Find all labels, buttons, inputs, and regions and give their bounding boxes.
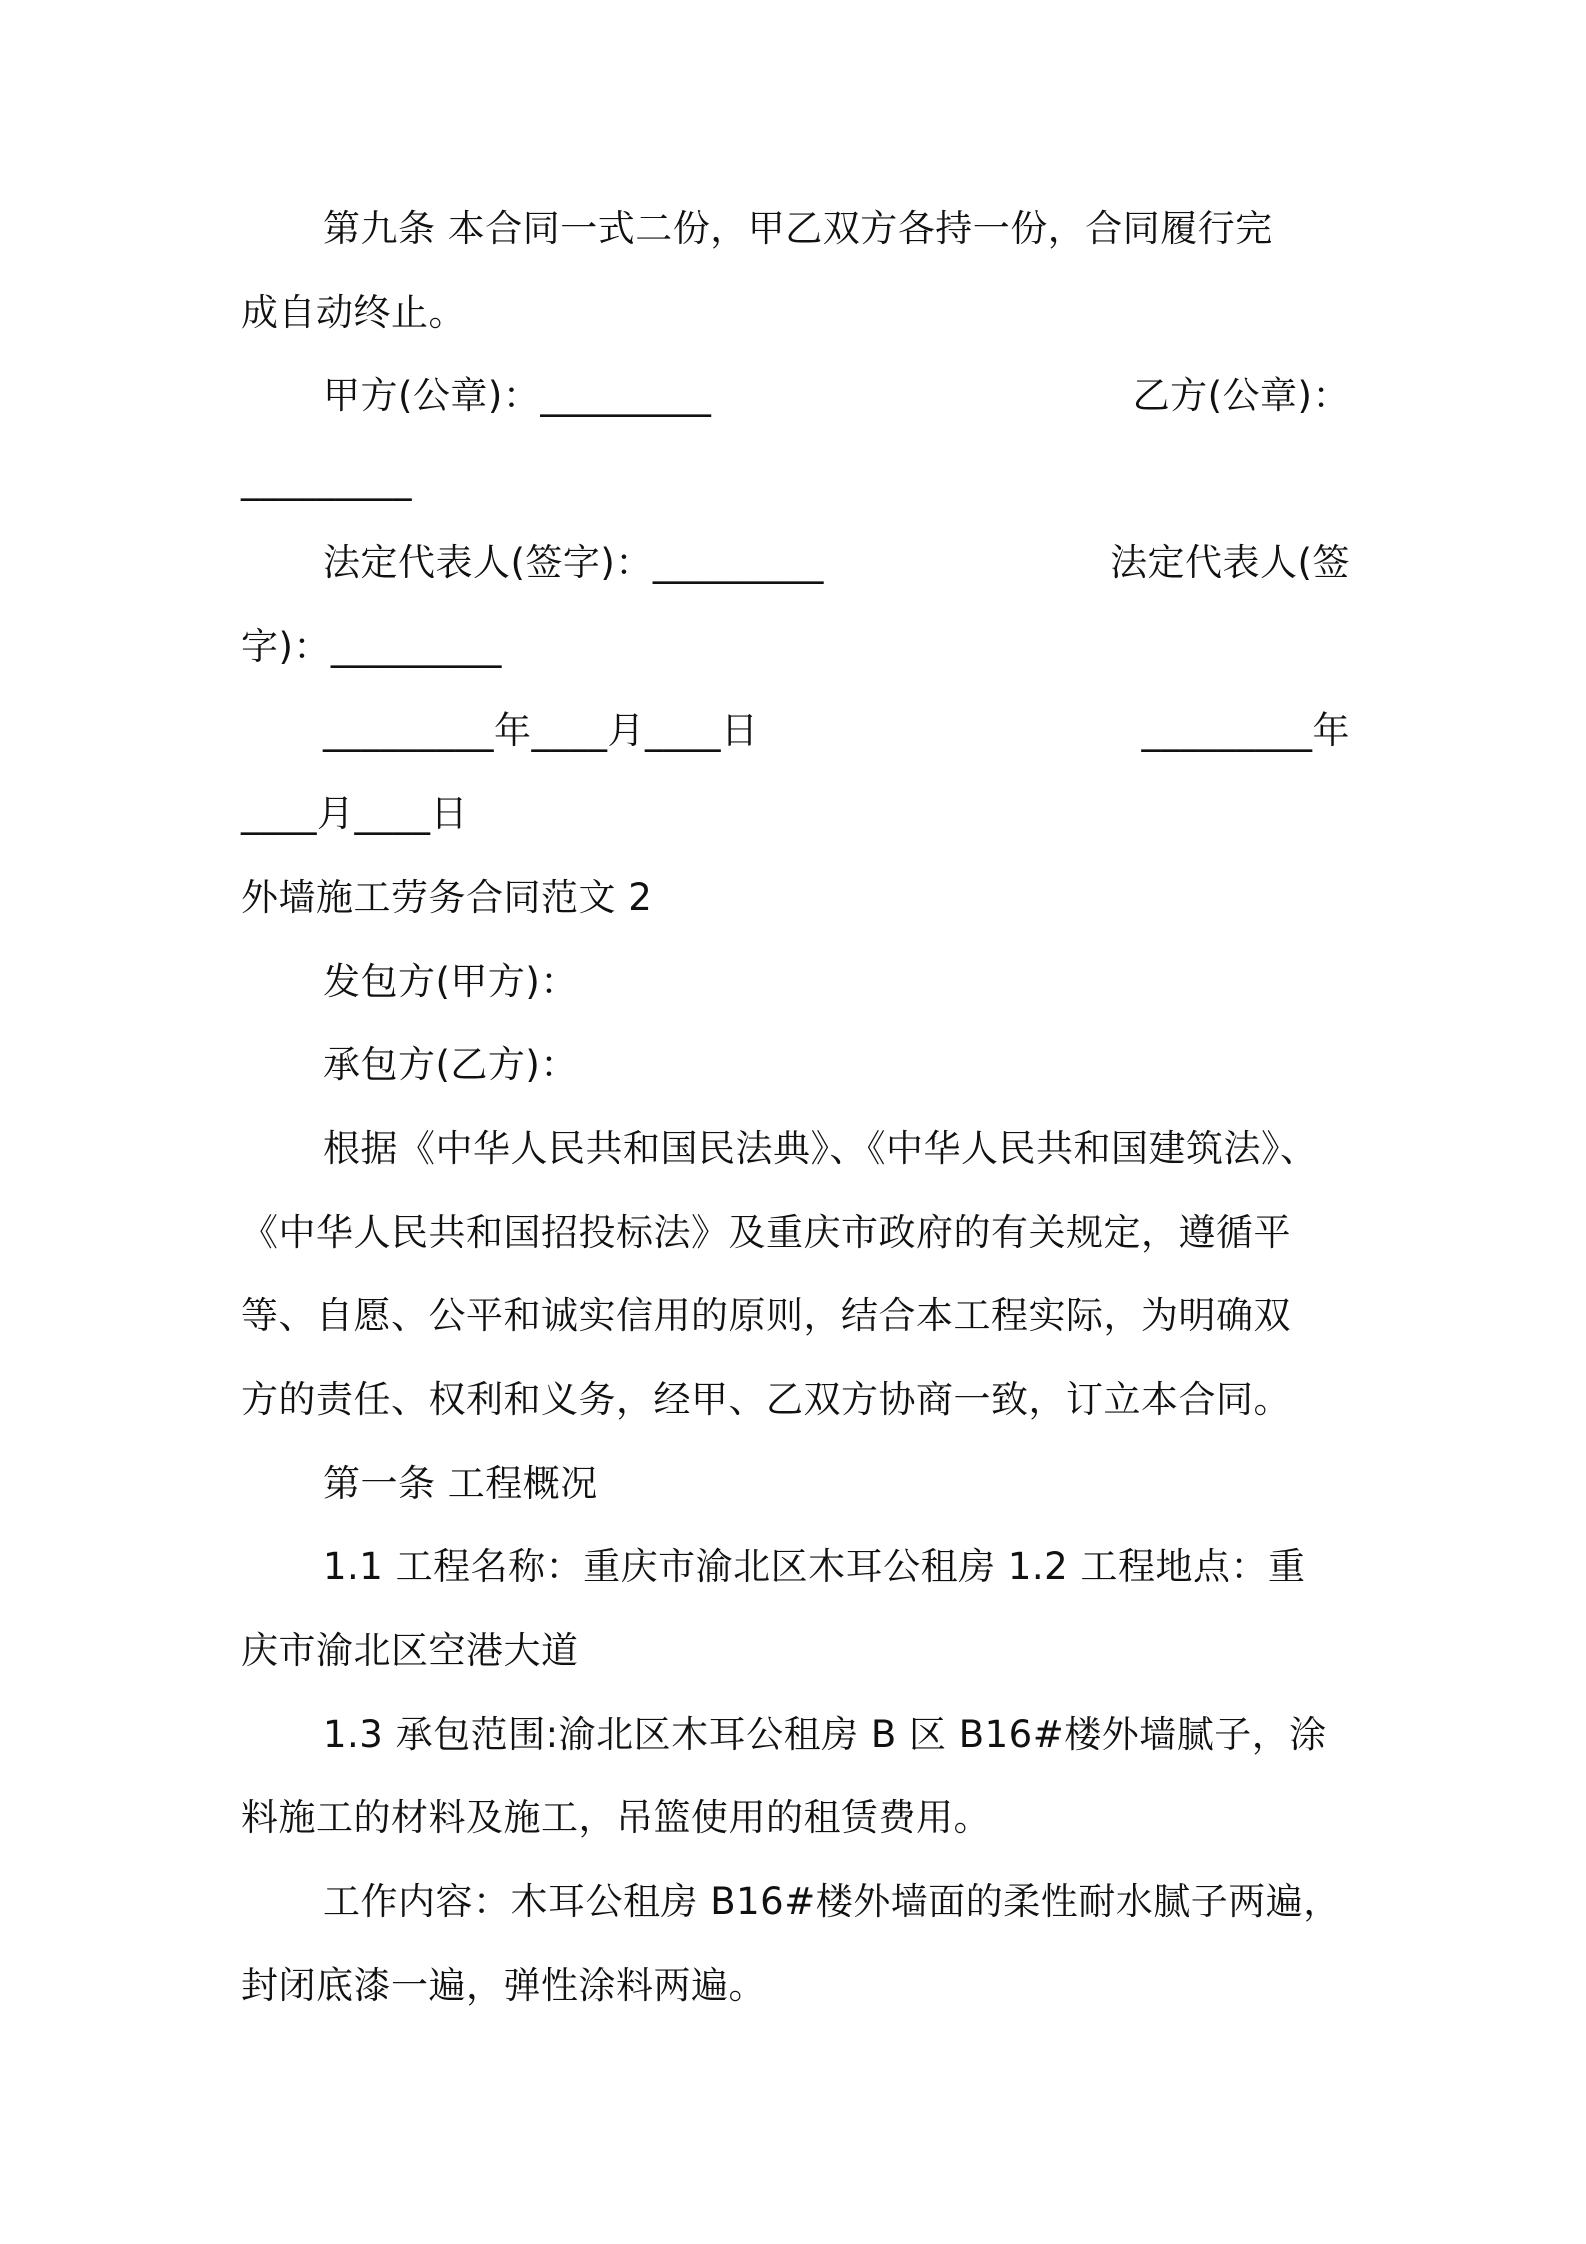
project-name-line-2: 庆市渝北区空港大道 [241, 1629, 579, 1672]
preamble-line-4: 方的责任、权利和义务，经甲、乙双方协商一致，订立本合同。 [241, 1378, 1291, 1421]
scope-line-1: 1.3 承包范围:渝北区木耳公租房 B 区 B16#楼外墙腻子，涂 [323, 1713, 1327, 1756]
party-a-seal-line: 甲方(公章)：_________ [323, 374, 712, 417]
party-b-representative-blank: 字)：_________ [241, 625, 502, 668]
party-b-date-year: _________年 [1141, 709, 1350, 752]
section-title: 外墙施工劳务合同范文 2 [241, 876, 653, 919]
project-name-line-1: 1.1 工程名称：重庆市渝北区木耳公租房 1.2 工程地点：重 [323, 1545, 1306, 1588]
preamble-line-2: 《中华人民共和国招投标法》及重庆市政府的有关规定，遵循平 [241, 1211, 1291, 1254]
preamble-line-1: 根据《中华人民共和国民法典》、《中华人民共和国建筑法》、 [323, 1127, 1318, 1170]
party-a-date-line: _________年____月____日 [323, 709, 759, 752]
article-9-line-2: 成自动终止。 [241, 291, 466, 334]
contractor-party-a: 发包方(甲方)： [323, 960, 578, 1003]
work-content-line-1: 工作内容：木耳公租房 B16#楼外墙面的柔性耐水腻子两遍， [323, 1880, 1341, 1923]
party-a-representative-line: 法定代表人(签字)：_________ [323, 541, 824, 584]
scope-line-2: 料施工的材料及施工，吊篮使用的租赁费用。 [241, 1796, 991, 1839]
party-b-seal-blank: _________ [241, 458, 412, 501]
work-content-line-2: 封闭底漆一遍，弹性涂料两遍。 [241, 1964, 766, 2007]
article-9-line-1: 第九条 本合同一式二份，甲乙双方各持一份，合同履行完 [323, 207, 1273, 250]
party-b-date-rest: ____月____日 [241, 792, 468, 835]
party-b-seal-label: 乙方(公章)： [1132, 374, 1350, 417]
party-b-representative-label: 法定代表人(签 [1110, 541, 1350, 584]
article-1-heading: 第一条 工程概况 [323, 1462, 598, 1505]
contractor-party-b: 承包方(乙方)： [323, 1043, 578, 1086]
preamble-line-3: 等、自愿、公平和诚实信用的原则，结合本工程实际，为明确双 [241, 1294, 1291, 1337]
